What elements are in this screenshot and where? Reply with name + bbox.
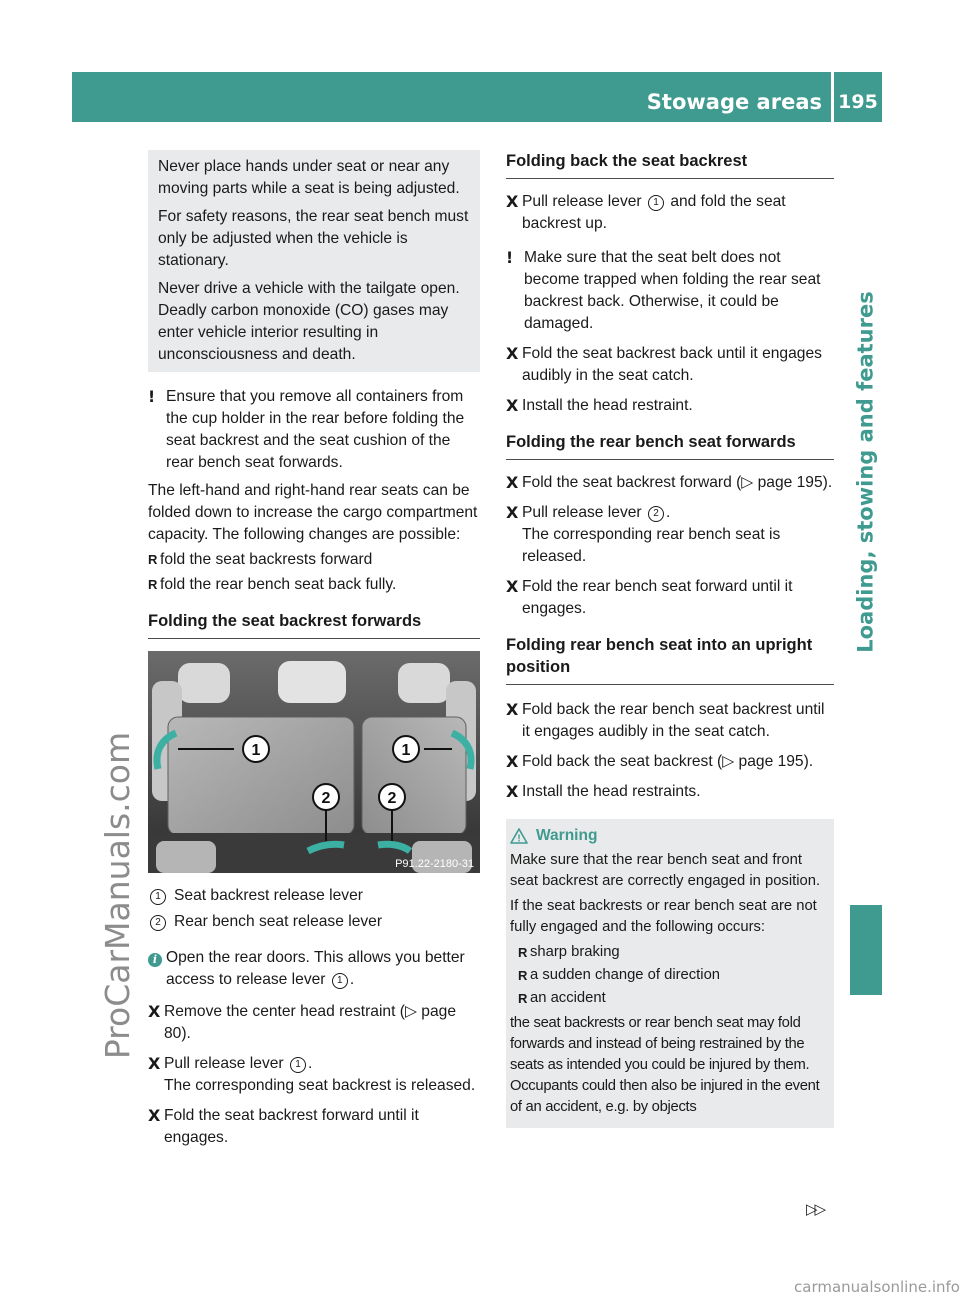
step-item xyxy=(148,1053,480,1097)
callout-number: 2 xyxy=(648,506,664,522)
warning-box xyxy=(506,819,834,1128)
info-text-end: . xyxy=(349,971,355,988)
exclamation-icon: ! xyxy=(148,388,156,406)
bullet-icon: R xyxy=(518,968,528,983)
step-item xyxy=(506,395,834,417)
note-text xyxy=(166,947,480,991)
page-ref-icon: ▷ xyxy=(404,1003,422,1020)
chapter-side-title-text: Loading, stowing and features xyxy=(854,291,879,653)
step-text-part: . xyxy=(307,1055,313,1072)
page-reference: page 80 xyxy=(164,1003,456,1042)
info-note xyxy=(148,947,480,991)
safety-text: Never drive a vehicle with the tailgate open. Deadly carbon monoxide (CO) gases may enter vehicle interior resulting in unconsciousness and death. xyxy=(158,280,460,363)
warning-text: the seat backrests or rear bench seat may fold forwards and instead of being restrained by the seats as intended you could be injured by them. Occupants could then also be injured in the event of an accident, e.g. by objects xyxy=(510,1015,820,1115)
step-text: Fold the seat backrest forward until it engages. xyxy=(164,1107,419,1146)
exclamation-icon: ! xyxy=(506,249,514,267)
page-number: 195 xyxy=(838,91,878,113)
section-heading: Folding the rear bench seat forwards xyxy=(506,431,834,460)
callout-label: 2 xyxy=(321,790,331,807)
step-text-part: ). xyxy=(803,753,814,770)
step-arrow-icon: X xyxy=(148,1106,161,1125)
rear-seat-photo xyxy=(148,651,480,873)
image-code: P91.22-2180-31 xyxy=(395,858,474,870)
step-text xyxy=(164,1053,480,1097)
step-text-part: Pull release lever xyxy=(164,1055,284,1072)
list-item xyxy=(518,988,828,1009)
note-containers xyxy=(148,386,480,474)
page-section-title: Stowage areas xyxy=(646,90,822,114)
step-text: Fold the rear bench seat forward until it engages. xyxy=(522,578,793,617)
list-item-text: a sudden change of direction xyxy=(530,967,721,983)
step-text xyxy=(522,191,834,235)
warning-glyph: ! xyxy=(517,833,521,844)
list-item-text: sharp braking xyxy=(530,944,620,960)
list-item xyxy=(148,549,480,571)
step-text-part: ). xyxy=(822,474,833,491)
callout-label: 1 xyxy=(401,742,411,759)
bullet-icon: R xyxy=(148,577,158,592)
callout-label: 1 xyxy=(251,742,261,759)
step-arrow-icon: X xyxy=(506,344,519,363)
info-icon: i xyxy=(148,953,162,967)
step-item xyxy=(506,191,834,235)
legend-item xyxy=(148,885,480,907)
callout-number: 2 xyxy=(150,915,166,931)
bullet-icon: R xyxy=(148,552,158,567)
footer-url: carmanualsonline.info xyxy=(794,1278,960,1296)
watermark-text: ProCarManuals.com xyxy=(98,731,138,1059)
legend-text: Seat backrest release lever xyxy=(174,887,363,904)
step-arrow-icon: X xyxy=(506,396,519,415)
page-ref-icon: ▷ xyxy=(722,753,739,770)
step-text-part: and fold the seat backrest up. xyxy=(522,193,786,232)
step-text xyxy=(164,1001,480,1045)
list-item-text: fold the seat backrests forward xyxy=(160,551,373,568)
note-seat-belt xyxy=(506,247,834,335)
intro-paragraph: The left-hand and right-hand rear seats can be folded down to increase the cargo compartment capacity. The following changes are possible: xyxy=(148,482,478,543)
list-item xyxy=(518,942,828,963)
note-text: Make sure that the seat belt does not become trapped when folding the rear seat backrest back. Otherwise, it could be damaged. xyxy=(524,249,821,332)
step-arrow-icon: X xyxy=(506,192,519,211)
safety-box xyxy=(148,150,480,372)
callout-number: 1 xyxy=(648,195,664,211)
step-text-part: . xyxy=(665,504,671,521)
legend-text: Rear bench seat release lever xyxy=(174,913,383,930)
step-text-part: ). xyxy=(181,1025,191,1042)
section-heading: Folding the seat backrest forwards xyxy=(148,610,480,639)
step-item xyxy=(506,576,834,620)
step-item xyxy=(506,502,834,568)
list-item xyxy=(518,965,828,986)
safety-text: For safety reasons, the rear seat bench must only be adjusted when the vehicle is stationary. xyxy=(158,208,469,269)
step-item xyxy=(506,343,834,387)
legend-item xyxy=(148,911,480,933)
chapter-side-title xyxy=(851,144,881,800)
info-text: Open the rear doors. This allows you better access to release lever xyxy=(166,949,465,988)
step-text: Fold back the rear bench seat backrest until it engages audibly in the seat catch. xyxy=(522,701,825,740)
step-result: The corresponding seat backrest is released. xyxy=(164,1077,476,1094)
continued-arrows-icon: ▷▷ xyxy=(806,1201,824,1218)
step-item xyxy=(148,1105,480,1149)
step-text: Install the head restraints. xyxy=(522,783,701,800)
page-reference: page 195 xyxy=(757,474,823,491)
step-text-part: Fold the seat backrest forward ( xyxy=(522,474,742,491)
step-text: Install the head restraint. xyxy=(522,397,693,414)
step-text-part: Pull release lever xyxy=(522,193,642,210)
bullet-icon: R xyxy=(518,991,528,1006)
chapter-tab-marker xyxy=(850,905,882,995)
page-ref-icon: ▷ xyxy=(741,474,758,491)
warning-title: Warning xyxy=(536,827,598,844)
step-arrow-icon: X xyxy=(506,700,519,719)
warning-text: If the seat backrests or rear bench seat are not fully engaged and the following occurs: xyxy=(510,898,817,935)
step-arrow-icon: X xyxy=(148,1054,161,1073)
step-arrow-icon: X xyxy=(506,577,519,596)
step-text xyxy=(522,502,834,568)
callout-number: 1 xyxy=(150,889,166,905)
right-column xyxy=(506,150,834,1128)
step-arrow-icon: X xyxy=(506,503,519,522)
step-item xyxy=(148,1001,480,1045)
step-item xyxy=(506,699,834,743)
callout-label: 2 xyxy=(387,790,397,807)
step-result: The corresponding rear bench seat is released. xyxy=(522,526,781,565)
callout-number: 1 xyxy=(332,973,348,989)
left-column xyxy=(148,150,480,1157)
step-item xyxy=(506,472,834,494)
warning-triangle-icon xyxy=(510,828,528,844)
step-text-part: Pull release lever xyxy=(522,504,642,521)
step-text: Fold the seat backrest back until it engages audibly in the seat catch. xyxy=(522,345,822,384)
step-text-part: Fold back the seat backrest ( xyxy=(522,753,723,770)
section-heading: Folding back the seat backrest xyxy=(506,150,834,179)
warning-text: Make sure that the rear bench seat and front seat backrest are correctly engaged in position. xyxy=(510,852,821,889)
step-arrow-icon: X xyxy=(506,752,519,771)
step-arrow-icon: X xyxy=(506,782,519,801)
step-text xyxy=(522,751,834,773)
step-item xyxy=(506,781,834,803)
note-text: Ensure that you remove all containers from the cup holder in the rear before folding the seat backrest and the seat cushion of the rear bench seat forwards. xyxy=(166,388,465,471)
step-arrow-icon: X xyxy=(506,473,519,492)
list-item-text: fold the rear bench seat back fully. xyxy=(160,576,397,593)
warning-header xyxy=(510,825,828,846)
step-arrow-icon: X xyxy=(148,1002,161,1021)
page-reference: page 195 xyxy=(738,753,804,770)
list-item xyxy=(148,574,480,596)
bullet-icon: R xyxy=(518,945,528,960)
section-heading: Folding rear bench seat into an upright position xyxy=(506,634,834,685)
step-text xyxy=(522,472,834,494)
watermark xyxy=(96,512,140,1278)
safety-text: Never place hands under seat or near any moving parts while a seat is being adjusted. xyxy=(158,158,460,197)
list-item-text: an accident xyxy=(530,990,606,1006)
step-item xyxy=(506,751,834,773)
callout-number: 1 xyxy=(290,1057,306,1073)
step-text-part: Remove the center head restraint ( xyxy=(164,1003,405,1020)
